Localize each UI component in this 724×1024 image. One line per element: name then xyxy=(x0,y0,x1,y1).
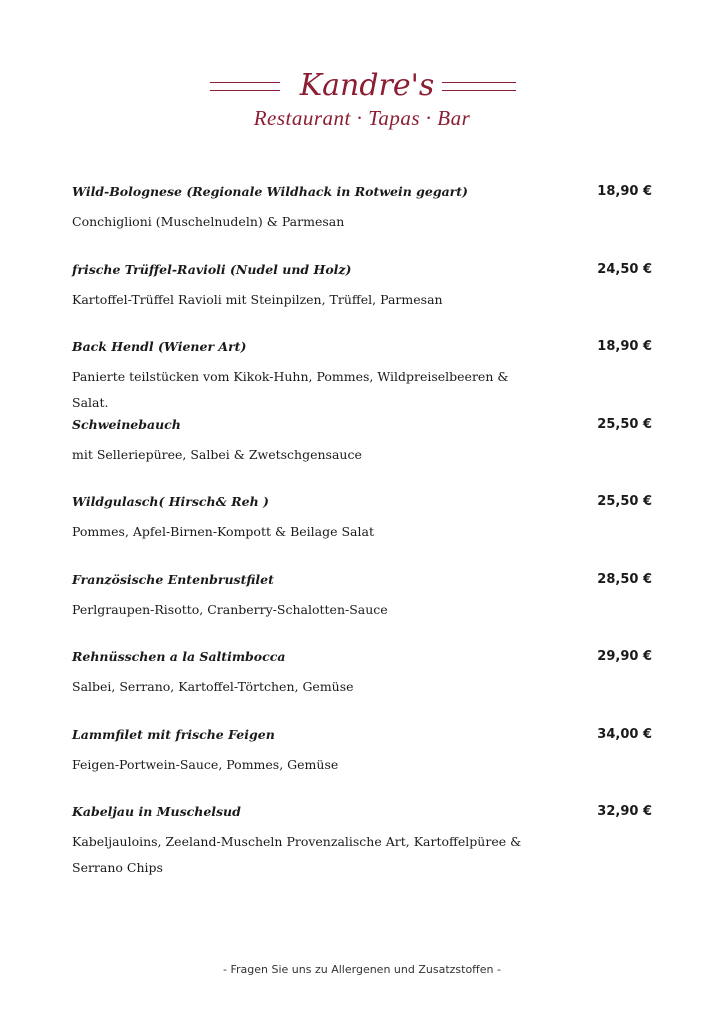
dish-name: Back Hendl (Wiener Art) xyxy=(72,339,247,354)
menu-item xyxy=(72,339,656,417)
dish-name: Wildgulasch( Hirsch& Reh ) xyxy=(72,494,269,509)
dish-description: Salbei, Serrano, Kartoffel-Törtchen, Gemüse xyxy=(72,679,354,694)
menu-item xyxy=(72,572,656,650)
dish-description: Perlgraupen-Risotto, Cranberry-Schalotten-Sauce xyxy=(72,601,388,617)
menu-item xyxy=(72,417,656,495)
logo-left-rule xyxy=(210,82,280,91)
dish-price: 25,50 € xyxy=(597,416,652,432)
menu-item xyxy=(72,649,656,727)
menu-item xyxy=(72,804,656,900)
dish-name: Kabeljau in Muschelsud xyxy=(72,804,241,819)
menu-item xyxy=(72,184,656,262)
menu-item xyxy=(72,494,656,572)
dish-name: Rehnüsschen a la Saltimbocca xyxy=(72,649,286,664)
dish-description: mit Selleriepüree, Salbei & Zwetschgensauce xyxy=(72,446,362,462)
dish-price: 28,50 € xyxy=(597,571,652,587)
dish-name: Wild-Bolognese (Regionale Wildhack in Rotwein gegart) xyxy=(72,184,468,199)
dish-description: Conchiglioni (Muschelnudeln) & Parmesan xyxy=(72,214,345,229)
menu-item xyxy=(72,727,656,805)
dish-price: 34,00 € xyxy=(597,726,652,742)
menu-item xyxy=(72,262,656,340)
dish-description: Feigen-Portwein-Sauce, Pommes, Gemüse xyxy=(72,756,339,772)
dish-price: 29,90 € xyxy=(597,649,652,664)
menu-list xyxy=(72,184,656,900)
restaurant-logo xyxy=(0,62,724,142)
dish-name: Lammfilet mit frische Feigen xyxy=(72,726,275,742)
logo-subtitle: Restaurant · Tapas · Bar xyxy=(253,106,471,130)
dish-price: 32,90 € xyxy=(597,804,652,819)
dish-price: 18,90 € xyxy=(597,339,652,354)
dish-price: 18,90 € xyxy=(597,184,652,199)
dish-description: Kartoffel-Trüffel Ravioli mit Steinpilzen, Trüffel, Parmesan xyxy=(72,291,443,307)
dish-name: Schweinebauch xyxy=(72,416,181,432)
dish-description: Panierte teilstücken vom Kikok-Huhn, Pommes, Wildpreiselbeeren & Salat. xyxy=(72,369,509,410)
dish-price: 24,50 € xyxy=(597,261,652,277)
dish-description: Kabeljauloins, Zeeland-Muscheln Provenzalische Art, Kartoffelpüree & Serrano Chips xyxy=(72,834,522,875)
dish-description: Pommes, Apfel-Birnen-Kompott & Beilage Salat xyxy=(72,524,374,539)
logo-script-text: Kandre's xyxy=(299,68,435,103)
dish-price: 25,50 € xyxy=(597,494,652,509)
dish-name: frische Trüffel-Ravioli (Nudel und Holz) xyxy=(72,261,352,277)
logo-script-wordmark xyxy=(292,62,442,108)
allergen-note: - Fragen Sie uns zu Allergenen und Zusatzstoffen - xyxy=(223,963,501,976)
logo-right-rule xyxy=(442,82,516,91)
dish-name: Französische Entenbrustfilet xyxy=(72,571,274,587)
